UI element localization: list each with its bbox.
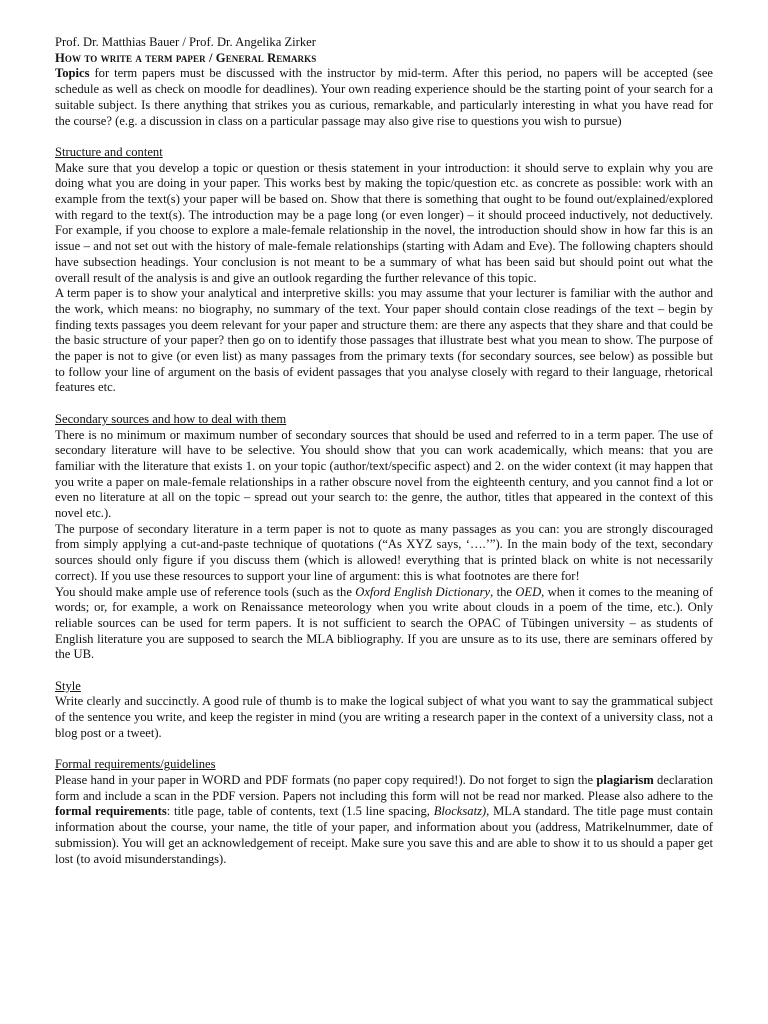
formal-text-b: declaration form and include a scan in the PDF version. Papers not including this form will not be read nor marked. Please also adhere to the bbox=[55, 772, 713, 803]
secondary-p3-text-c: , when it comes to the meaning of words; or, for example, a work on Renaissance meteorology when you write about clouds in a poem of the time, etc.). Only reliable sources can be used for term papers. It is not sufficient to search the OPAC of Tübingen university – as students of English literature you are supposed to search the MLA bibliography. If you are unsure as to its use, there are seminars offered by the UB. bbox=[55, 584, 713, 662]
authors-line: Prof. Dr. Matthias Bauer / Prof. Dr. Angelika Zirker bbox=[55, 35, 316, 49]
secondary-p3-text-b: , the bbox=[490, 584, 516, 599]
section-heading-secondary: Secondary sources and how to deal with them bbox=[55, 411, 287, 426]
secondary-p3-text-a: You should make ample use of reference tools (such as the bbox=[55, 584, 356, 599]
spacer bbox=[55, 129, 713, 145]
oed-full-title: Oxford English Dictionary bbox=[355, 584, 491, 599]
oed-abbrev: OED bbox=[515, 584, 542, 599]
intro-paragraph bbox=[55, 66, 713, 129]
formal-paragraph bbox=[55, 773, 713, 867]
spacer bbox=[55, 742, 713, 758]
style-paragraph: Write clearly and succinctly. A good rule of thumb is to make the logical subject of what you want to say the grammatical subject of the sentence you write, and keep the register in mind (you are writing a research paper in the context of a university class, not a blog post or a tweet). bbox=[55, 694, 713, 740]
section-heading-formal: Formal requirements/guidelines bbox=[55, 757, 216, 772]
spacer bbox=[55, 663, 713, 679]
formal-requirements-term: formal requirements bbox=[55, 804, 167, 819]
plagiarism-term: plagiarism bbox=[596, 772, 654, 787]
section-heading-structure: Structure and content bbox=[55, 144, 163, 159]
secondary-paragraph-3 bbox=[55, 585, 713, 664]
formal-text-d: , MLA standard. The title page must contain information about the course, your name, the title of your paper, and information about you (address, Matrikelnummer, date of submission). You will get an acknowledgement of receipt. Make sure you save this and are able to show it to us should a paper get lost (to avoid misunderstandings). bbox=[55, 804, 713, 866]
blocksatz-term: Blocksatz) bbox=[433, 804, 487, 819]
formal-text-a: Please hand in your paper in WORD and PDF formats (no paper copy required!). Do not forget to sign the bbox=[55, 772, 597, 787]
formal-text-c: : title page, table of contents, text (1.5 line spacing, bbox=[166, 804, 434, 819]
structure-paragraph-2: A term paper is to show your analytical and interpretive skills: you may assume that your lecturer is familiar with the author and the work, which means: no biography, no summary of the text. Your paper should contain close readings of the text – begin by finding texts passages you deem relevant for your paper and structure them: are there any aspects that they share and that could be the basic structure of your paper? then go on to identify those passages that illustrate best what you mean to show. The purpose of the paper is not to give (or even list) as many passages from the primary texts (for secondary sources, see below) as possible but to follow your line of argument on the basis of evident passages that you analyse closely with regard to their language, rhetorical features etc. bbox=[55, 286, 713, 395]
secondary-paragraph-2: The purpose of secondary literature in a term paper is not to quote as many passages as you can: you are strongly discouraged from simply applying a cut-and-paste technique of quotations (“As XYZ says, ‘….’”). In the main body of the text, secondary sources should only figure if you discuss them (which is allowed! everything that is printed black on white is not necessarily correct). If you use these resources to support your line of argument: this is what footnotes are there for! bbox=[55, 521, 713, 583]
document-title: How to write a term paper / General Remarks bbox=[55, 50, 317, 65]
spacer bbox=[55, 396, 713, 412]
secondary-paragraph-1: There is no minimum or maximum number of secondary sources that should be used and referred to in a term paper. The use of secondary literature will have to be selective. You should show that you can work academically, which means: that you are familiar with the literature that exists 1. on your topic (author/text/specific aspect) and 2. on the wider context (it may happen that you write a paper on male-female relationships in a rather obscure novel from the eighteenth century, and you cannot find a lot or even no literature at all on the topic – spread out your search to: the genre, the author, titles that appeared in the context of this novel etc.). bbox=[55, 427, 713, 521]
section-heading-style: Style bbox=[55, 678, 81, 693]
intro-lead-word: Topics bbox=[55, 66, 90, 81]
structure-paragraph-1: Make sure that you develop a topic or question or thesis statement in your introduction: it should serve to explain why you are doing what you are doing in your paper. This works best by making the topic/question etc. as concrete as possible: work with an example from the text(s) your paper will be based on. Show that there is something that ought to be found out/explained/explored with regard to the text(s). The introduction may be a page long (or even longer) – it should proceed inductively, not deductively. For example, if you choose to explore a male-female relationship in the novel, the introduction should show in how far this is an issue – and not set out with the history of male-female relationships (starting with Adam and Eve). The following chapters should have subsection headings. Your conclusion is not meant to be a summary of what has been said but should point out what the overall result of the analysis is and give an outlook regarding the further relevance of this topic. bbox=[55, 160, 713, 285]
intro-text: for term papers must be discussed with the instructor by mid-term. After this period, no papers will be accepted (see schedule as well as check on moodle for deadlines). Your own reading experience should be the starting point of your search for a suitable subject. Is there anything that strikes you as curious, remarkable, and particularly interesting in what you have read for the course? (e.g. a discussion in class on a particular passage may also give rise to questions you wish to pursue) bbox=[55, 66, 713, 128]
